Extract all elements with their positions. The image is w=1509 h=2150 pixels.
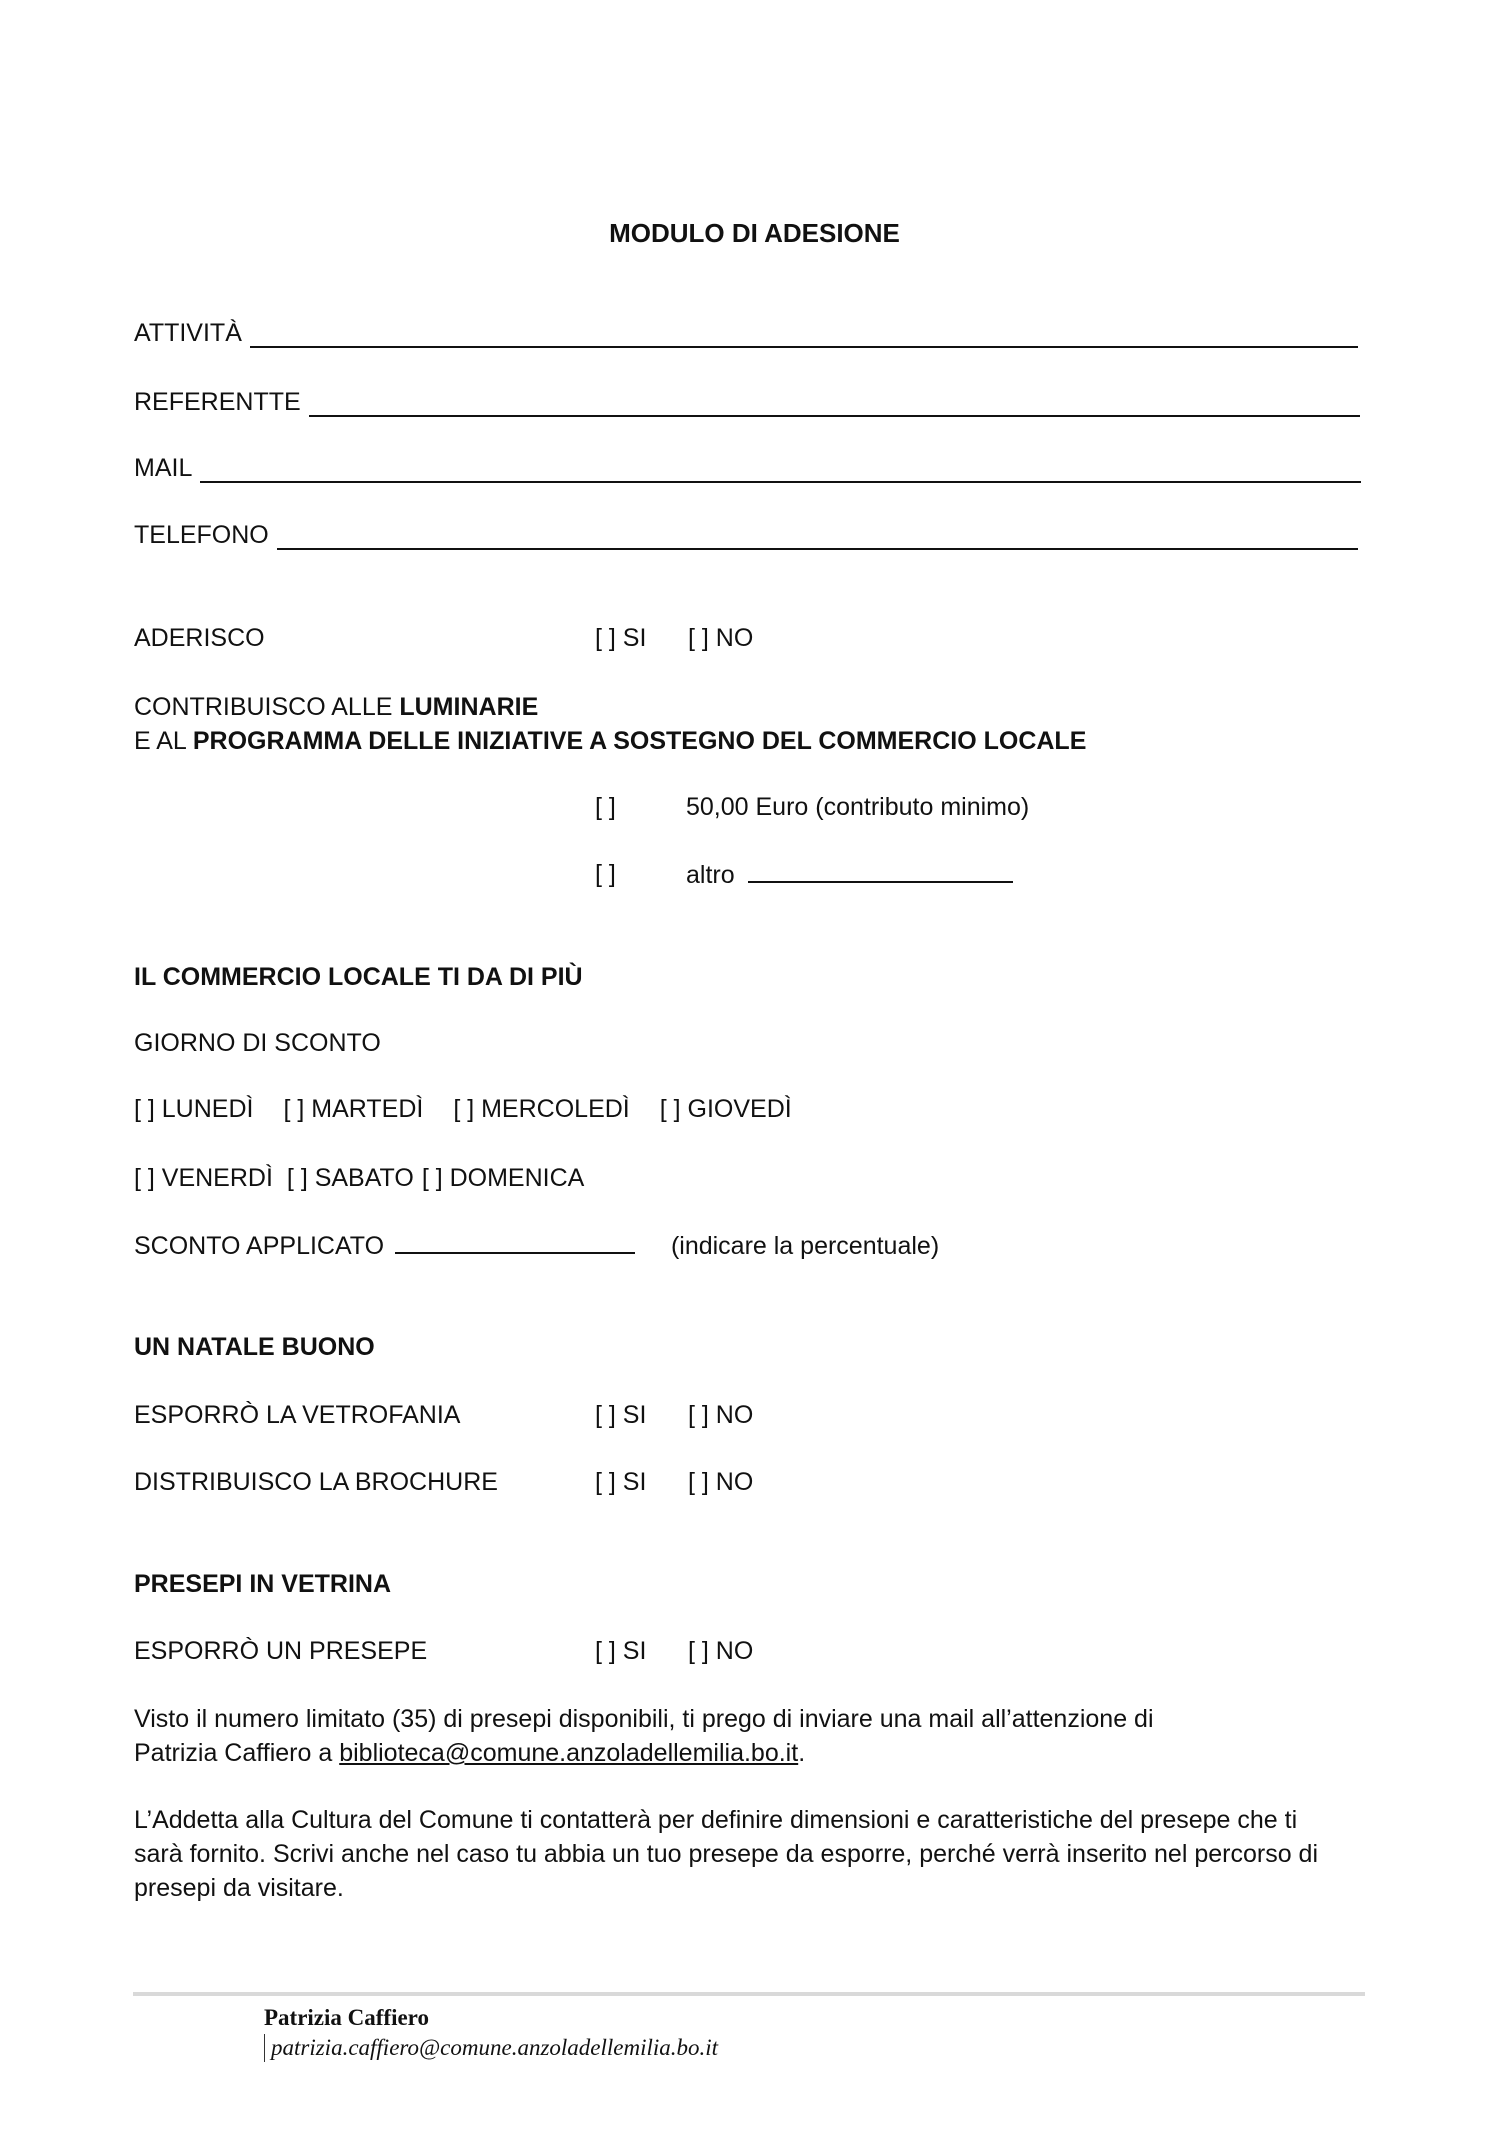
sconto-label: SCONTO APPLICATO: [134, 1232, 385, 1260]
contribution-text: CONTRIBUISCO ALLE: [134, 693, 400, 721]
instructions-text: Patrizia Caffiero a: [134, 1739, 340, 1767]
day-venerdi-checkbox[interactable]: [ ] VENERDÌ: [134, 1164, 273, 1192]
mail-label: MAIL: [134, 454, 193, 482]
telefono-input-line[interactable]: [277, 524, 1358, 550]
contribution-50-checkbox[interactable]: [ ]: [595, 793, 616, 821]
attivita-input-line[interactable]: [250, 322, 1358, 348]
day-mercoledi-checkbox[interactable]: [ ] MERCOLEDÌ: [453, 1095, 630, 1123]
day-sabato-checkbox[interactable]: [ ] SABATO: [286, 1164, 414, 1192]
day-giovedi-checkbox[interactable]: [ ] GIOVEDÌ: [659, 1095, 792, 1123]
days-row-2: [134, 1163, 584, 1193]
attivita-field[interactable]: [134, 318, 1358, 348]
brochure-si-checkbox[interactable]: [ ] SI: [595, 1468, 647, 1496]
instructions-period: .: [798, 1739, 806, 1767]
natale-heading: UN NATALE BUONO: [134, 1333, 375, 1361]
page-title: MODULO DI ADESIONE: [609, 218, 900, 248]
contribution-text: E AL: [134, 727, 193, 755]
aderisco-si-checkbox[interactable]: [ ] SI: [595, 624, 647, 652]
giorno-sconto-label: GIORNO DI SCONTO: [134, 1029, 381, 1057]
presepi-instructions: [134, 1702, 1374, 1770]
sconto-hint: (indicare la percentuale): [670, 1232, 940, 1260]
sconto-row: [134, 1230, 939, 1261]
sconto-input-line[interactable]: [395, 1230, 635, 1254]
contribution-altro: [686, 859, 1013, 890]
presepe-no-checkbox[interactable]: [ ] NO: [688, 1637, 754, 1665]
days-row-1: [134, 1094, 792, 1124]
contribution-line-1: [134, 692, 538, 722]
telefono-label: TELEFONO: [134, 521, 269, 549]
luminarie-emphasis: LUMINARIE: [399, 693, 539, 721]
commercio-heading: IL COMMERCIO LOCALE TI DA DI PIÙ: [134, 963, 583, 991]
programma-emphasis: PROGRAMMA DELLE INIZIATIVE A SOSTEGNO DEL COMMERCIO LOCALE: [192, 727, 1087, 755]
referente-label: REFERENTTE: [134, 388, 301, 416]
vetrofania-label: ESPORRÒ LA VETROFANIA: [134, 1401, 461, 1429]
instructions-line-2: [134, 1736, 1374, 1770]
aderisco-label: ADERISCO: [134, 624, 265, 652]
presepe-label: ESPORRÒ UN PRESEPE: [134, 1637, 428, 1665]
footer-email[interactable]: patrizia.caffiero@comune.anzoladellemilia.bo.it: [264, 2034, 718, 2062]
referente-input-line[interactable]: [309, 391, 1360, 417]
brochure-label: DISTRIBUISCO LA BROCHURE: [134, 1468, 498, 1496]
brochure-no-checkbox[interactable]: [ ] NO: [688, 1468, 754, 1496]
day-domenica-checkbox[interactable]: [ ] DOMENICA: [421, 1164, 585, 1192]
footer-name: Patrizia Caffiero: [264, 2005, 429, 2030]
biblioteca-email-link[interactable]: biblioteca@comune.anzoladellemilia.bo.it: [339, 1739, 799, 1767]
mail-input-line[interactable]: [200, 457, 1361, 483]
footer-divider: [133, 1992, 1365, 1996]
contribution-50-label: 50,00 Euro (contributo minimo): [686, 793, 1030, 821]
aderisco-no-checkbox[interactable]: [ ] NO: [688, 624, 754, 652]
instructions-line-1: Visto il numero limitato (35) di presepi disponibili, ti prego di inviare una mail all’attenzione di: [134, 1705, 1154, 1733]
presepi-heading: PRESEPI IN VETRINA: [134, 1570, 391, 1598]
contribution-altro-checkbox[interactable]: [ ]: [595, 860, 616, 888]
presepe-si-checkbox[interactable]: [ ] SI: [595, 1637, 647, 1665]
day-lunedi-checkbox[interactable]: [ ] LUNEDÌ: [134, 1095, 254, 1123]
vetrofania-si-checkbox[interactable]: [ ] SI: [595, 1401, 647, 1429]
mail-field[interactable]: [134, 453, 1361, 483]
day-martedi-checkbox[interactable]: [ ] MARTEDÌ: [283, 1095, 424, 1123]
referente-field[interactable]: [134, 387, 1360, 417]
addetta-paragraph: L’Addetta alla Cultura del Comune ti contatterà per definire dimensioni e caratteristiche del presepe che ti sarà fornito. Scrivi anche nel caso tu abbia un tuo presepe da esporre, perché verrà inserito nel percorso di presepi da visitare.: [134, 1806, 1318, 1902]
attivita-label: ATTIVITÀ: [134, 319, 242, 347]
altro-input-line[interactable]: [748, 859, 1013, 883]
vetrofania-no-checkbox[interactable]: [ ] NO: [688, 1401, 754, 1429]
telefono-field[interactable]: [134, 520, 1358, 550]
altro-label: altro: [686, 861, 735, 889]
contribution-line-2: [134, 726, 1086, 756]
